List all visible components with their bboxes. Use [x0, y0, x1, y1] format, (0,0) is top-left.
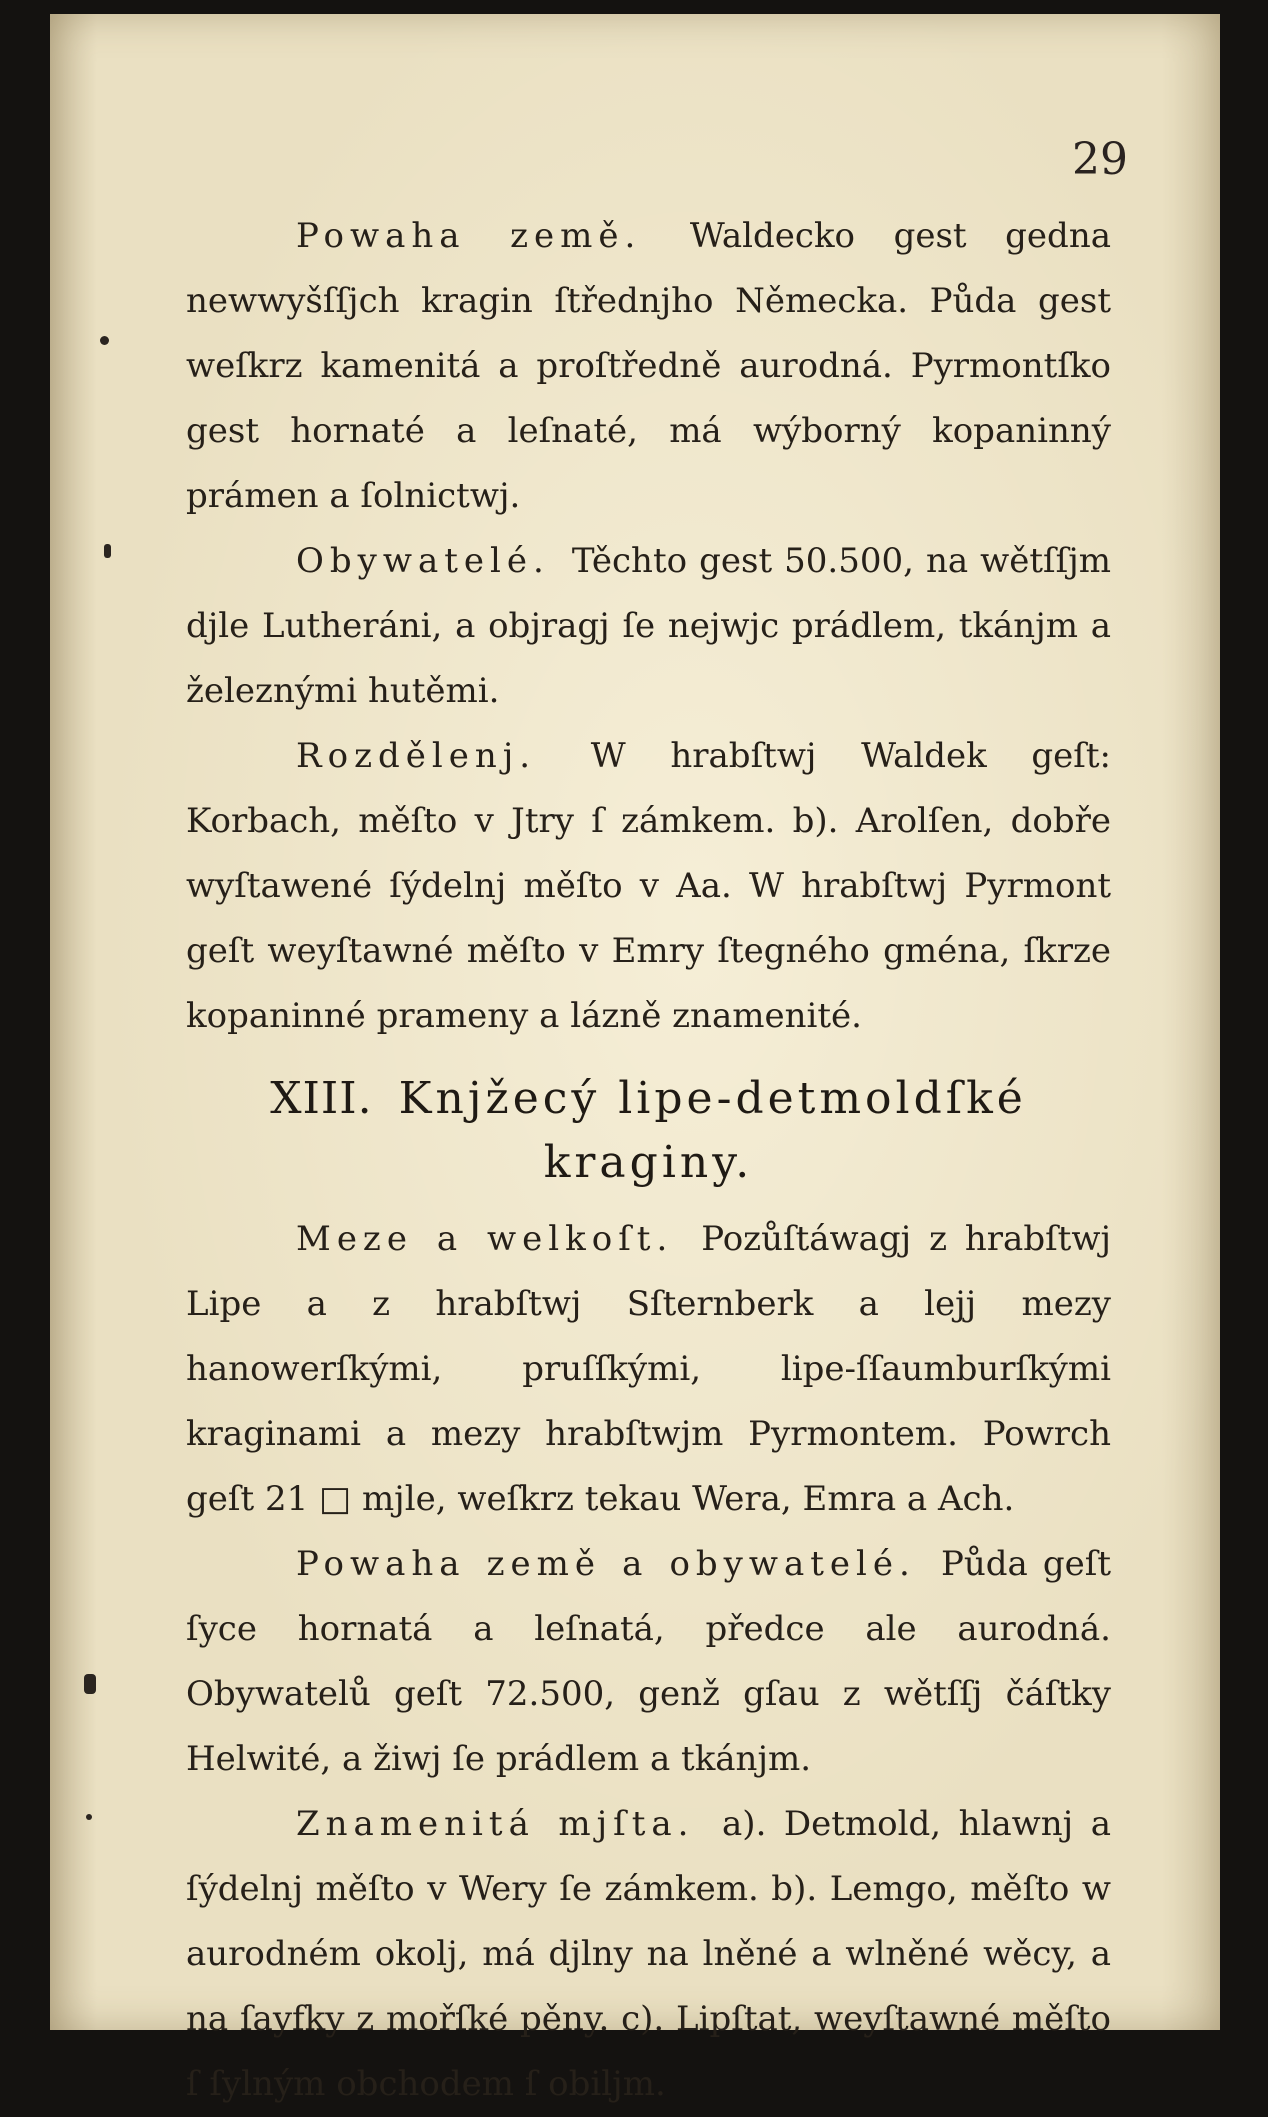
- paragraph-lead: Powaha země a obywatelé.: [296, 1544, 916, 1584]
- paragraph-body: Pozůſtáwagj z hrabſtwj Lipe a z hrabſtwj Sſternberk a lejj mezy hanowerſkými, pruſſkými, lipe-ſſaumburſkými kraginami a mezy hrabſtwjm Pyrmontem. Powrch geſt 21 □ mjle, weſkrz tekau Wera, Emra a Ach.: [186, 1219, 1111, 1519]
- paragraph-land-and-inhabitants: [186, 1532, 1111, 1792]
- paragraph-lead: Powaha země.: [296, 216, 642, 256]
- section-heading: [186, 1067, 1111, 1195]
- paragraph-body: Těchto gest 50.500, na wětſſjm djle Lutheráni, a objragj ſe nejwjc prádlem, tkánjm a železnými hutěmi.: [186, 541, 1111, 711]
- paragraph-lead: Meze a welkoſt.: [296, 1219, 674, 1259]
- paragraph-body: W hrabſtwj Waldek geſt: Korbach, měſto v Jtry ſ zámkem. b). Arolſen, dobře wyſtawené ſýdelnj měſto v Aa. W hrabſtwj Pyrmont geſt weyſtawné měſto v Emry ſtegného gména, ſkrze kopaninné prameny a lázně znamenité.: [186, 736, 1111, 1036]
- section-title: Knjžecý lipe-detmoldſké kraginy.: [398, 1073, 1027, 1188]
- paragraph-body: a). Detmold, hlawnj a ſýdelnj měſto v Wery ſe zámkem. b). Lemgo, měſto w aurodném okolj, má djlny na lněné a wlněné wěcy, a na ſayfky z mořſké pěny. c). Lipſtat, weyſtawné měſto ſ ſylným obchodem ſ obiljm.: [186, 1804, 1111, 2104]
- paragraph-notable-places: [186, 1792, 1111, 2117]
- section-number: XIII.: [270, 1073, 373, 1124]
- paragraph-division: [186, 724, 1111, 1049]
- page-number: 29: [1072, 134, 1128, 185]
- paragraph-lead: Rozdělenj.: [296, 736, 537, 776]
- paragraph-body: Půda geſt ſyce hornatá a leſnatá, předce ale aurodná. Obywatelů geſt 72.500, genž gſau z wětſſj čáſtky Helwité, a žiwj ſe prádlem a tkánjm.: [186, 1544, 1111, 1779]
- margin-ink-mark: [84, 1674, 96, 1694]
- paragraph-body: Waldecko gest gedna newwyšſſjch kragin ſtřednjho Německa. Půda gest weſkrz kamenitá a proſtředně aurodná. Pyrmontſko gest hornaté a leſnaté, má wýborný kopaninný prámen a ſolnictwj.: [186, 216, 1111, 516]
- page-text: [186, 204, 1111, 2117]
- paragraph-character-of-land: [186, 204, 1111, 529]
- paragraph-lead: Znamenitá mjſta.: [296, 1804, 695, 1844]
- margin-ink-mark: [86, 1814, 92, 1820]
- paragraph-inhabitants: [186, 529, 1111, 724]
- paragraph-borders-and-size: [186, 1207, 1111, 1532]
- book-page: [50, 14, 1220, 2104]
- margin-ink-mark: [100, 336, 109, 345]
- margin-ink-mark: [104, 544, 111, 558]
- paragraph-lead: Obywatelé.: [296, 541, 550, 581]
